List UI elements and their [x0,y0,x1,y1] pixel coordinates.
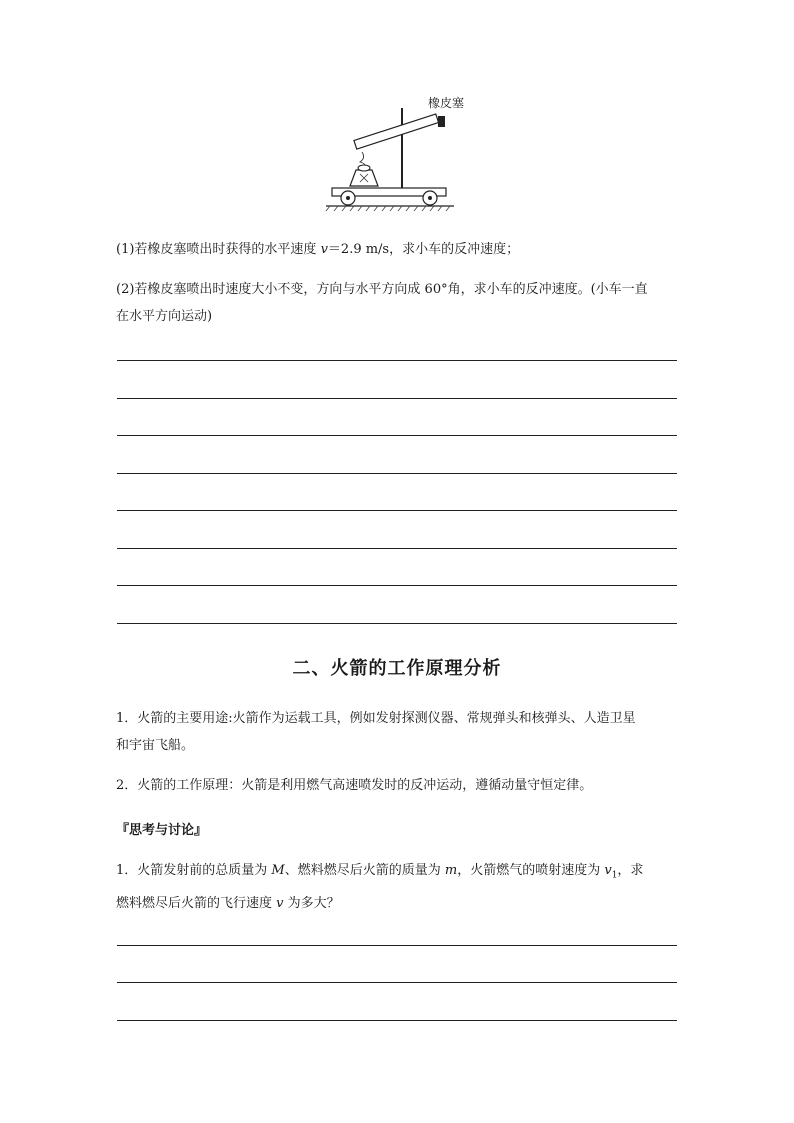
question-1-text-a: (1)若橡皮塞喷出时获得的水平速度 [116,242,321,257]
answer-line[interactable] [117,945,677,946]
item-2 [116,772,678,799]
question-2-line-2: 在水平方向运动) [116,309,213,324]
discussion-line-2 [116,890,678,917]
discussion-line-1 [116,857,678,890]
answer-line[interactable] [117,623,677,624]
rubber-stopper [438,116,445,127]
item-1-line-2: 和宇宙飞船。 [116,738,195,753]
var-v1: v [604,863,612,878]
answer-line[interactable] [117,435,677,436]
var-m: m [444,863,458,878]
answer-line[interactable] [117,585,677,586]
question-2-line-1: (2)若橡皮塞喷出时速度大小不变，方向与水平方向成 60°角，求小车的反冲速度。(小车一直 [116,282,648,297]
var-M: M [271,863,285,878]
answer-line[interactable] [117,398,677,399]
answer-line[interactable] [117,473,677,474]
question-1 [116,236,678,263]
question-1-text-b: ＝2.9 m/s，求小车的反冲速度； [327,242,520,257]
section-title: 二、火箭的工作原理分析 [292,658,502,679]
text-segment: 1．火箭发射前的总质量为 [116,863,272,878]
answer-line[interactable] [117,360,677,361]
item-2-text: 2．火箭的工作原理：火箭是利用燃气高速喷发时的反冲运动，遵循动量守恒定律。 [116,778,593,793]
answer-line[interactable] [117,1020,677,1021]
text-segment: 燃料燃尽后火箭的飞行速度 [116,895,277,911]
answer-line[interactable] [117,510,677,511]
item-1-line-1: 1．火箭的主要用途:火箭作为运载工具，例如发射探测仪器、常规弹头和核弹头、人造卫星 [116,711,636,726]
test-tube [354,114,439,149]
text-segment: 、燃料燃尽后火箭的质量为 [284,863,445,878]
text-segment: ，火箭燃气的喷射速度为 [457,863,605,878]
text-segment: 为多大？ [283,895,340,911]
var-v: v [276,895,284,911]
discussion-title: 『思考与讨论』 [116,823,208,838]
answer-line[interactable] [117,548,677,549]
text-segment: ，求 [617,863,644,878]
stopper-label: 橡皮塞 [428,96,465,110]
var-v: v [320,242,328,257]
item-1 [116,705,678,759]
answer-line[interactable] [117,982,677,983]
discussion-question [116,857,678,917]
question-2 [116,276,678,330]
apparatus-figure [324,92,464,214]
ground-hatch [326,206,450,211]
subscript-1: 1 [611,870,618,881]
